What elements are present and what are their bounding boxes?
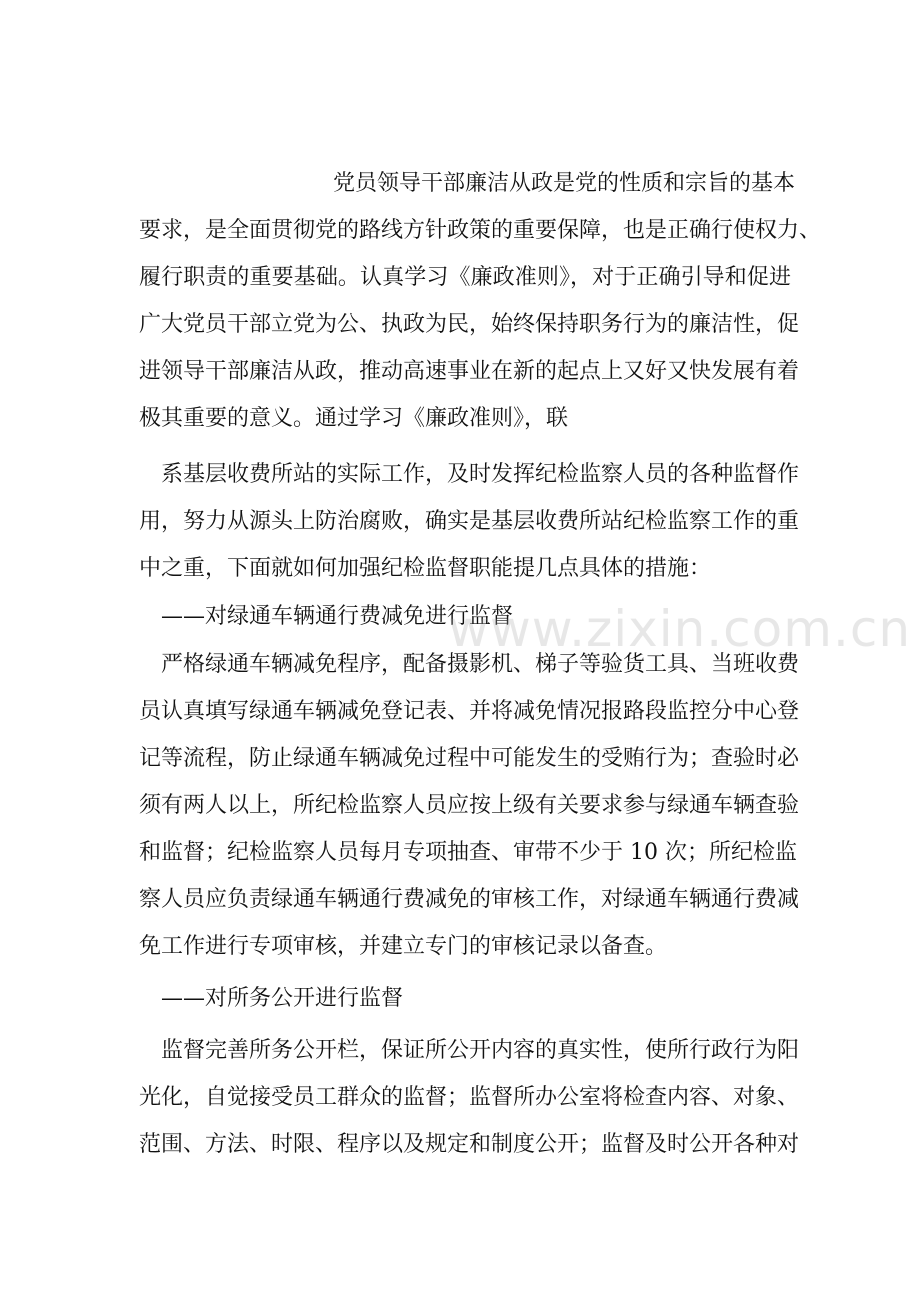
- text-line-2: 要求，是全面贯彻党的路线方针政策的重要保障，也是正确行使权力、: [139, 218, 822, 243]
- section-heading-2: ——对所务公开进行监督: [161, 986, 404, 1011]
- site-watermark: www.zixin.com.cn: [448, 600, 912, 658]
- section-heading-1: ——对绿通车辆通行费减免进行监督: [161, 604, 514, 629]
- text-line-9: 中之重，下面就如何加强纪检监督职能提几点具体的措施：: [139, 556, 712, 581]
- text-line-17: 免工作进行专项审核，并建立专门的审核记录以备查。: [139, 934, 668, 959]
- text-line-7: 系基层收费所站的实际工作，及时发挥纪检监察人员的各种监督作: [161, 462, 800, 487]
- text-line-20: 光化，自觉接受员工群众的监督；监督所办公室将检查内容、对象、: [139, 1085, 800, 1110]
- text-line-15: 和监督；纪检监察人员每月专项抽查、审带不少于 10 次；所纪检监: [139, 840, 797, 865]
- text-line-3: 履行职责的重要基础。认真学习《廉政准则》，对于正确引导和促进: [139, 265, 791, 290]
- text-line-19: 监督完善所务公开栏，保证所公开内容的真实性，使所行政行为阳: [161, 1038, 800, 1063]
- text-line-1: 党员领导干部廉洁从政是党的性质和宗旨的基本: [333, 171, 796, 196]
- text-line-14: 须有两人以上，所纪检监察人员应按上级有关要求参与绿通车辆查验: [139, 793, 800, 818]
- text-line-5: 进领导干部廉洁从政，推动高速事业在新的起点上又好又快发展有着: [139, 359, 800, 384]
- text-line-12: 员认真填写绿通车辆减免登记表、并将减免情况报路段监控分中心登: [139, 699, 800, 724]
- text-line-4: 广大党员干部立党为公、执政为民，始终保持职务行为的廉洁性，促: [139, 312, 800, 337]
- text-line-21: 范围、方法、时限、程序以及规定和制度公开；监督及时公开各种对: [139, 1132, 800, 1157]
- text-line-8: 用，努力从源头上防治腐败，确实是基层收费所站纪检监察工作的重: [139, 509, 800, 534]
- text-line-13: 记等流程，防止绿通车辆减免过程中可能发生的受贿行为；查验时必: [139, 746, 800, 771]
- text-line-6: 极其重要的意义。通过学习《廉政准则》，联: [139, 406, 569, 431]
- text-line-11: 严格绿通车辆减免程序，配备摄影机、梯子等验货工具、当班收费: [161, 652, 800, 677]
- text-line-16: 察人员应负责绿通车辆通行费减免的审核工作，对绿通车辆通行费减: [139, 887, 800, 912]
